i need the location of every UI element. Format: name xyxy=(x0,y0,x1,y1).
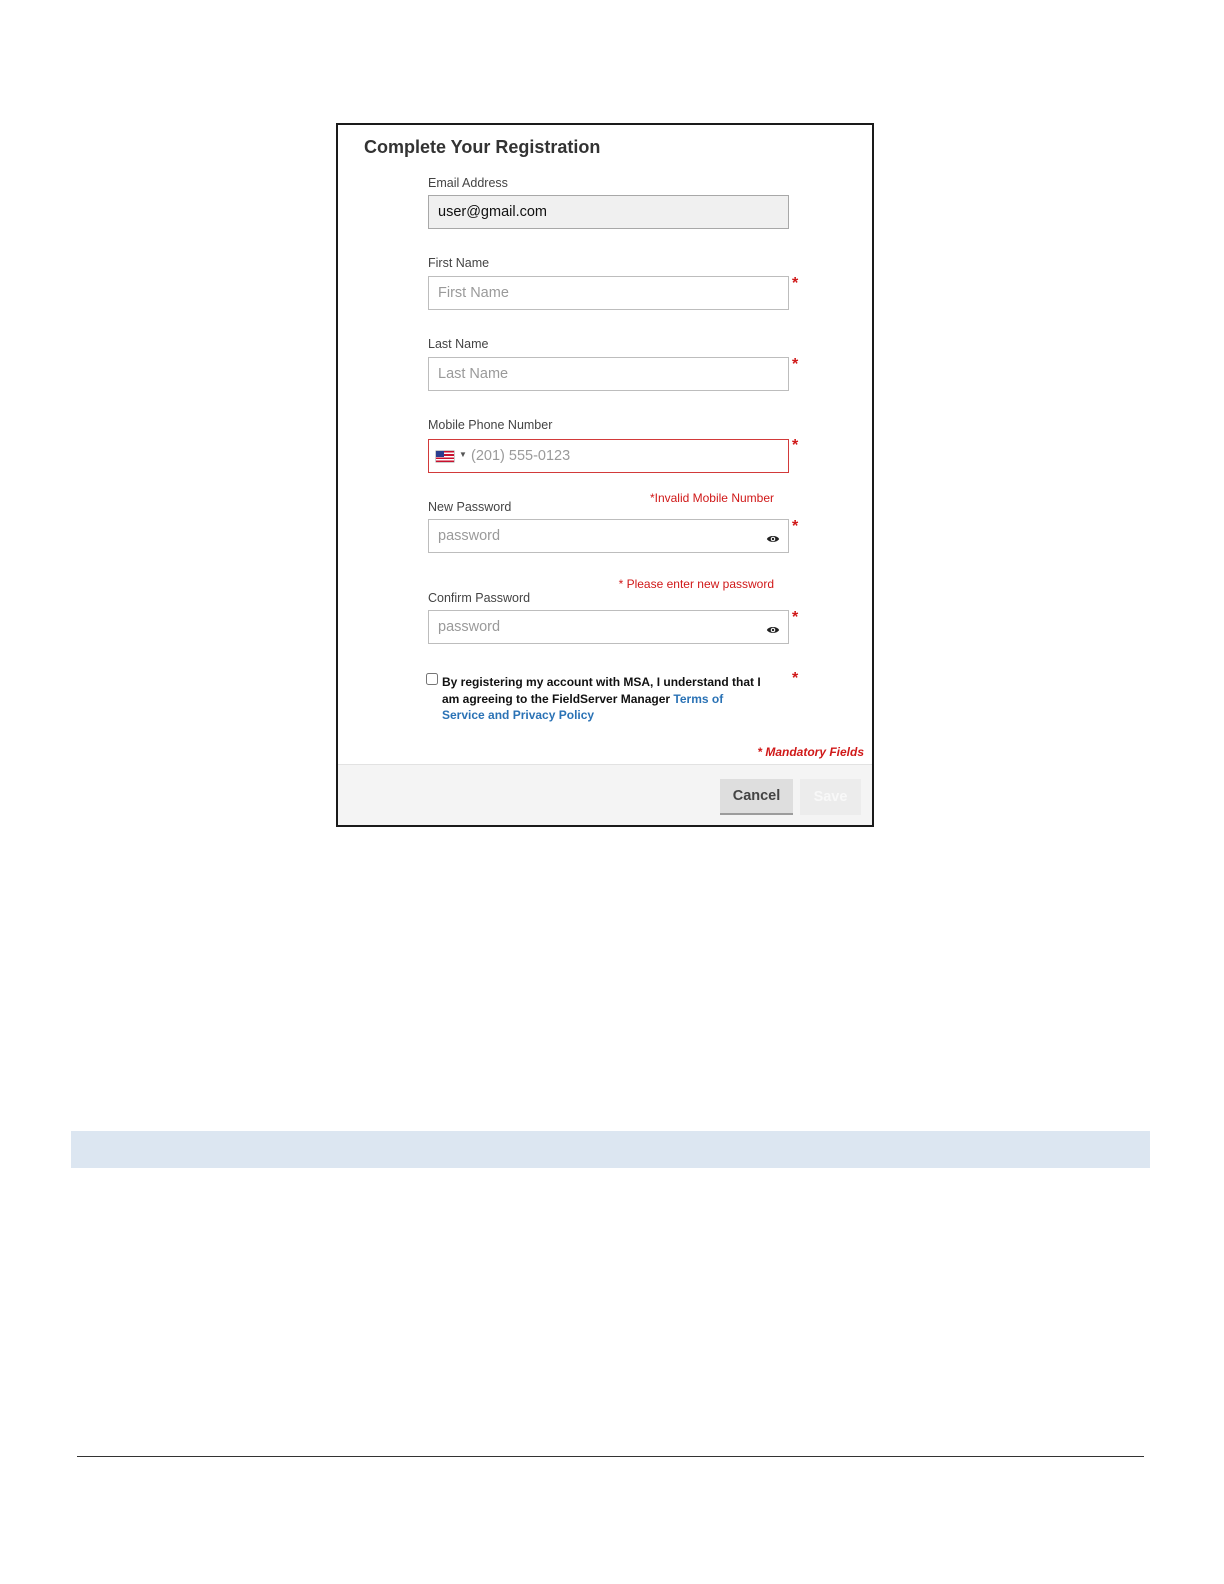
last-name-required-mark: * xyxy=(792,356,799,373)
consent-text xyxy=(442,674,762,724)
save-button[interactable]: Save xyxy=(800,779,861,815)
first-name-required-mark: * xyxy=(792,275,799,292)
page-footer-divider xyxy=(77,1456,1144,1457)
mobile-phone-group xyxy=(428,439,789,473)
us-flag-icon[interactable] xyxy=(436,451,454,462)
confirm-password-label: Confirm Password xyxy=(428,591,531,605)
confirm-password-field[interactable] xyxy=(428,610,789,644)
email-label: Email Address xyxy=(428,176,508,190)
mobile-phone-field[interactable] xyxy=(471,440,783,472)
consent-required-mark: * xyxy=(792,670,799,687)
confirm-password-required-mark: * xyxy=(792,609,799,626)
last-name-field[interactable] xyxy=(428,357,789,391)
new-password-required-mark: * xyxy=(792,518,799,535)
section-heading-band xyxy=(71,1131,1150,1168)
registration-dialog xyxy=(336,123,874,827)
terms-checkbox[interactable] xyxy=(426,673,438,685)
cancel-button[interactable]: Cancel xyxy=(720,779,793,815)
mobile-phone-required-mark: * xyxy=(792,437,799,454)
first-name-field[interactable] xyxy=(428,276,789,310)
eye-icon[interactable] xyxy=(766,532,780,546)
last-name-label: Last Name xyxy=(428,337,489,351)
first-name-label: First Name xyxy=(428,256,490,270)
new-password-field[interactable] xyxy=(428,519,789,553)
dialog-footer xyxy=(338,764,872,825)
consent-statement: By registering my account with MSA, I understand that I am agreeing to the FieldServer Manager xyxy=(442,675,761,706)
dialog-title: Complete Your Registration xyxy=(364,137,601,157)
mandatory-fields-note: * Mandatory Fields xyxy=(757,745,864,759)
mobile-phone-label: Mobile Phone Number xyxy=(428,418,553,432)
mobile-phone-error: *Invalid Mobile Number xyxy=(649,491,774,505)
terms-privacy-link[interactable]: Terms of Service and Privacy Policy xyxy=(442,691,724,722)
email-field[interactable] xyxy=(428,195,789,229)
new-password-error: * Please enter new password xyxy=(618,577,774,591)
new-password-label: New Password xyxy=(428,500,512,514)
eye-icon[interactable] xyxy=(766,623,780,637)
country-dropdown-caret-icon[interactable]: ▼ xyxy=(459,450,467,459)
